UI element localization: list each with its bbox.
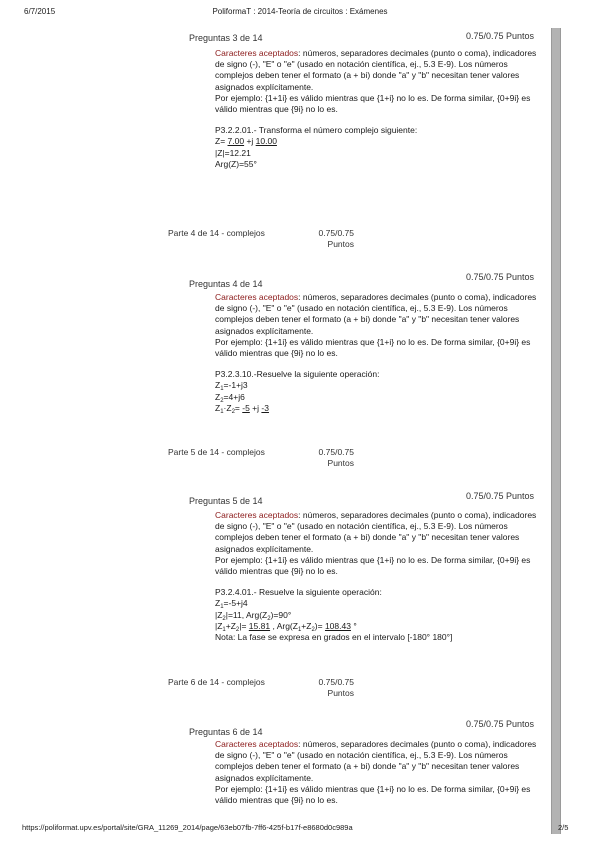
part-points: 0.75/0.75 Puntos xyxy=(318,447,354,468)
answer-field[interactable]: 7.00 xyxy=(227,136,245,147)
accepted-chars-text: Caracteres aceptados: números, separadores decimales (punto o coma), indicadores de signo (-), "E" o "e" (usado en notación científica, ej., 5.3 E-9). Los números complejos deben tener el formato (a + bi) donde "a" y "b" necesitan tener valores asignados explícitamente. xyxy=(215,48,537,92)
question-number: Preguntas 3 de 14 xyxy=(189,33,263,43)
part-points: 0.75/0.75 Puntos xyxy=(318,677,354,698)
problem-line: $|Z_2|=11$, $Arg(Z_2)=90^\circ$ xyxy=(215,609,292,622)
accepted-chars-label: Caracteres aceptados xyxy=(215,739,299,749)
example-text: Por ejemplo: {1+1i} es válido mientras que {1+i} no lo es. De forma similar, {0+9i} es válido mientras que {9i} no lo es. xyxy=(215,92,531,115)
answer-field[interactable]: -3 xyxy=(261,402,269,413)
question-number: Preguntas 6 de 14 xyxy=(189,727,263,737)
problem-line: Arg(Z)=55° xyxy=(215,158,257,169)
page-url: https://poliformat.upv.es/portal/site/GRA_11269_2014/page/63eb07fb-7ff6-425f-b17f-e8680d0c989a xyxy=(22,823,353,832)
problem-line: $Z_2=4+j6$ xyxy=(215,391,245,404)
part-points: 0.75/0.75 Puntos xyxy=(318,228,354,249)
part-label: Parte 4 de 14 - complejos xyxy=(168,228,265,238)
question-number: Preguntas 4 de 14 xyxy=(189,279,263,289)
problem-title: P3.2.3.10.-Resuelve la siguiente operación: xyxy=(215,369,380,380)
part-label: Parte 5 de 14 - complejos xyxy=(168,447,265,457)
problem-title: P3.2.4.01.- Resuelve la siguiente operación: xyxy=(215,587,382,598)
answer-field[interactable]: -5 xyxy=(242,402,250,413)
note-text: Nota: La fase se expresa en grados en el intervalo [-180° 180°] xyxy=(215,632,453,643)
problem-line: Z= 7.00 +j 10.00 xyxy=(215,136,277,147)
page-number: 2/5 xyxy=(558,823,569,832)
question-points: 0.75/0.75 Puntos xyxy=(466,491,535,501)
question-points: 0.75/0.75 Puntos xyxy=(466,31,535,41)
problem-title: P3.2.2.01.- Transforma el número complejo siguiente: xyxy=(215,125,418,136)
question-points: 0.75/0.75 Puntos xyxy=(466,719,535,729)
part-label: Parte 6 de 14 - complejos xyxy=(168,677,265,687)
answer-field[interactable]: 15.81 xyxy=(248,620,271,631)
print-title: PoliformaT : 2014-Teoría de circuitos : Exámenes xyxy=(212,7,388,16)
problem-line: $|Z_1+Z_2|= 15.81$ , $Arg(Z_1+Z_2)= 108.43$ ° xyxy=(215,620,357,633)
accepted-chars-label: Caracteres aceptados xyxy=(215,292,299,302)
print-date: 6/7/2015 xyxy=(24,7,56,16)
question-number: Preguntas 5 de 14 xyxy=(189,496,263,506)
problem-line: $Z_1\cdot Z_2= -5 +j$ -3 xyxy=(215,402,269,415)
problem-line: $Z_1=-1+j3$ xyxy=(215,380,248,393)
print-header xyxy=(0,4,600,18)
question-3-body xyxy=(215,48,545,170)
scrollbar[interactable] xyxy=(551,28,561,834)
problem-line: $Z_1=-5+j4$ xyxy=(215,598,248,611)
answer-field[interactable]: 10.00 xyxy=(255,136,277,147)
answer-field[interactable]: 108.43 xyxy=(324,620,351,631)
question-5-body: Caracteres aceptados: números, separadores decimales (punto o coma), indicadores de signo (-), "E" o "e" (usado en notación científica, ej., 5.3 E-9). Los números complejos deben tener el formato (a + bi) donde "a" y "b" necesitan tener valores asignados explícitamente. Por ejemplo: {1+1i} es válido mientras que {1+i} no lo es. De forma similar, {0+9i} es válido mientras que {9i} no lo es. P3.2.4.01.- Resuelve la siguiente operación: $Z_1=-5+j4$ $|Z_2|=11$, $Arg(Z_2)=90^\circ$ $|Z_1+Z_2|= 15.81$ , $Arg(Z_1+Z_2)= 108.43$ ° Nota: La fase se expresa en grados en el intervalo [-180° 180°] xyxy=(215,510,545,643)
accepted-chars-label: Caracteres aceptados xyxy=(215,510,299,520)
question-4-body: Caracteres aceptados: números, separadores decimales (punto o coma), indicadores de signo (-), "E" o "e" (usado en notación científica, ej., 5.3 E-9). Los números complejos deben tener el formato (a + bi) donde "a" y "b" necesitan tener valores asignados explícitamente. Por ejemplo: {1+1i} es válido mientras que {1+i} no lo es. De forma similar, {0+9i} es válido mientras que {9i} no lo es. P3.2.3.10.-Resuelve la siguiente operación: $Z_1=-1+j3$ $Z_2=4+j6$ $Z_1\cdot Z_2= -5 +j$ -3 xyxy=(215,292,545,414)
accepted-chars-label: Caracteres aceptados xyxy=(215,48,299,58)
question-6-body: Caracteres aceptados: números, separadores decimales (punto o coma), indicadores de signo (-), "E" o "e" (usado en notación científica, ej., 5.3 E-9). Los números complejos deben tener el formato (a + bi) donde "a" y "b" necesitan tener valores asignados explícitamente. Por ejemplo: {1+1i} es válido mientras que {1+i} no lo es. De forma similar, {0+9i} es válido mientras que {9i} no lo es. xyxy=(215,739,537,806)
question-points: 0.75/0.75 Puntos xyxy=(466,272,535,282)
problem-line: |Z|=12.21 xyxy=(215,147,251,158)
